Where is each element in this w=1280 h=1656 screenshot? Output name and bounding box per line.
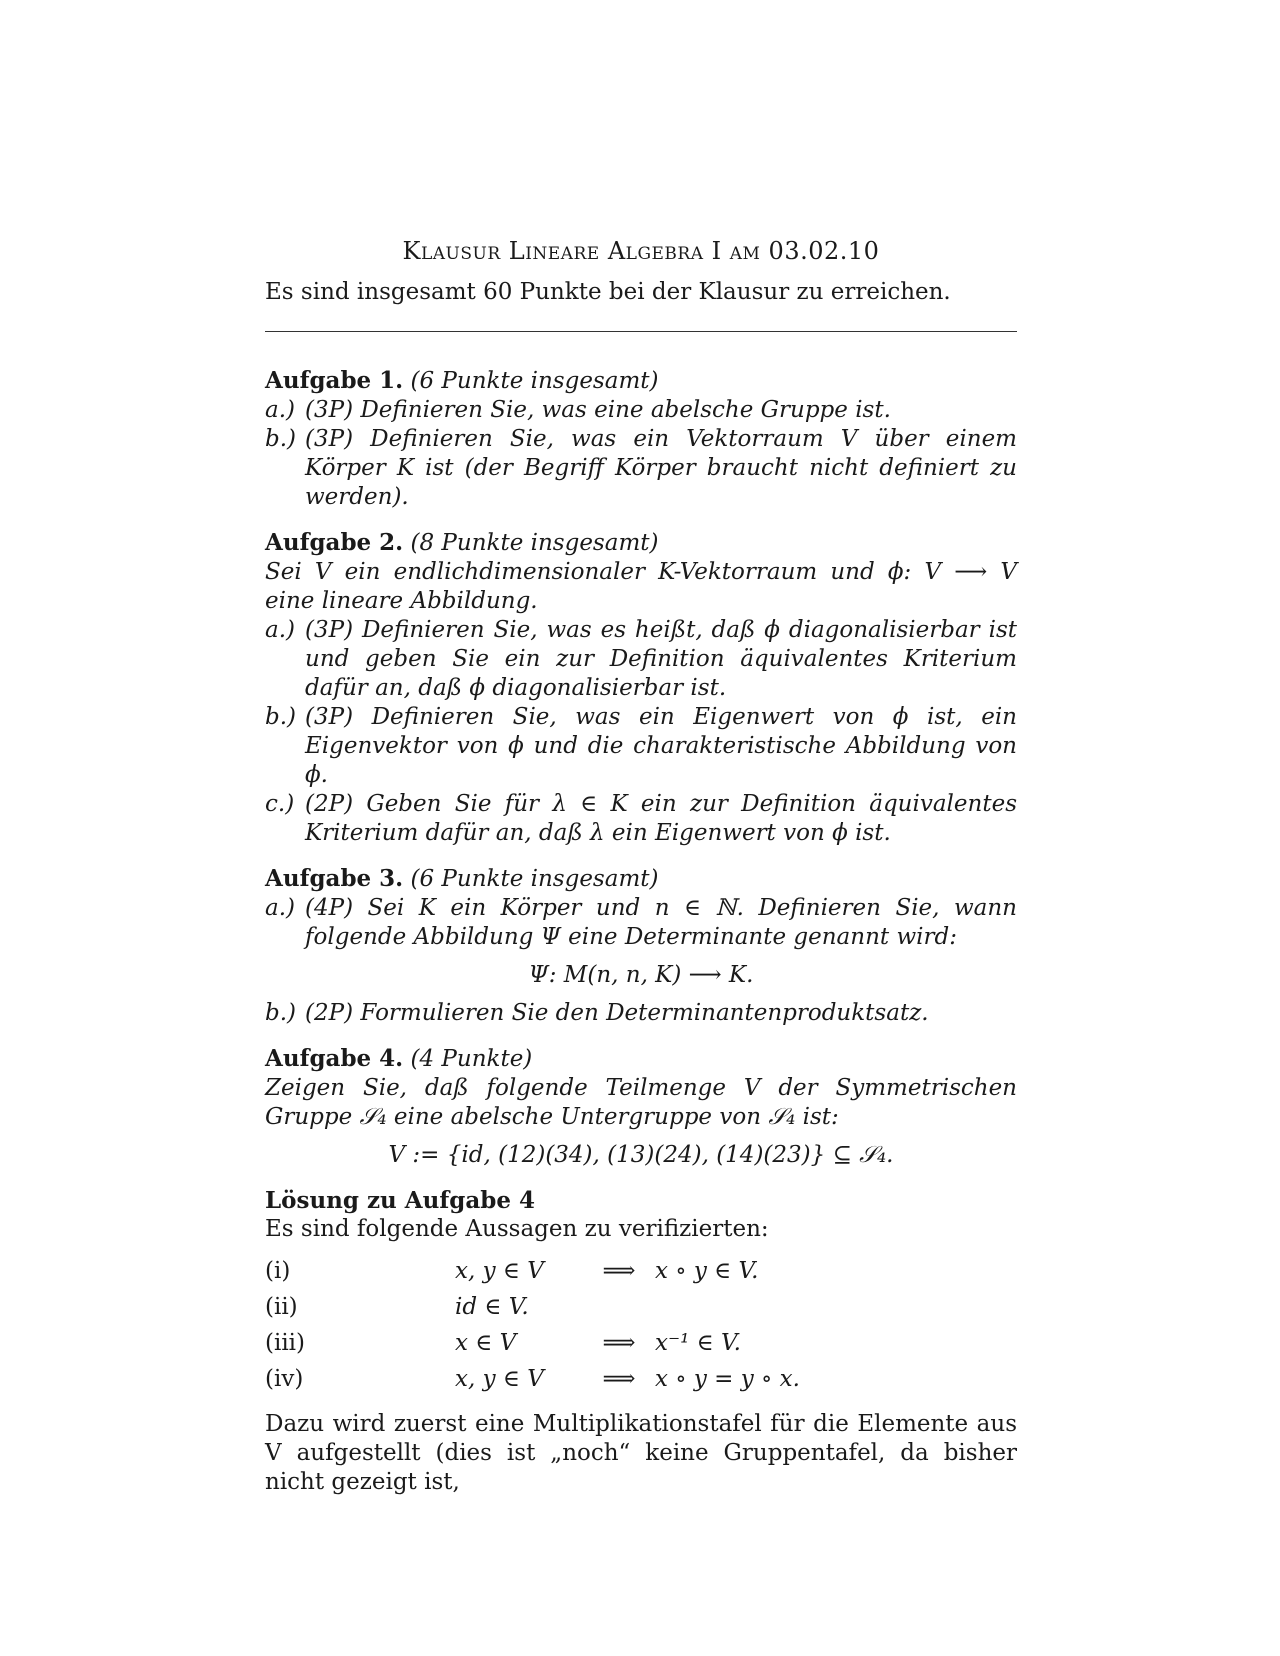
item-text: (2P) Formulieren Sie den Determinantenproduktsatz. bbox=[305, 1000, 929, 1026]
condition-premise: id ∈ V. bbox=[455, 1294, 529, 1320]
implies-symbol: ⟹ bbox=[602, 1258, 636, 1284]
condition-row bbox=[265, 1362, 1017, 1398]
condition-conclusion: x⁻¹ ∈ V. bbox=[655, 1330, 741, 1356]
task-3-item-b bbox=[265, 999, 1017, 1028]
task-2-heading bbox=[265, 528, 1017, 558]
item-text: (3P) Definieren Sie, was ein Eigenwert von ϕ ist, ein Eigenvektor von ϕ und die charakteristische Abbildung von ϕ. bbox=[305, 704, 1017, 788]
condition-label: (ii) bbox=[265, 1294, 298, 1320]
task-1-label: Aufgabe 1. bbox=[265, 367, 404, 394]
task-2-label: Aufgabe 2. bbox=[265, 529, 404, 556]
task-2-points: (8 Punkte insgesamt) bbox=[410, 530, 659, 556]
implies-symbol bbox=[583, 1290, 655, 1326]
exam-intro: Es sind insgesamt 60 Punkte bei der Klausur zu erreichen. bbox=[265, 279, 951, 305]
task-3-item-a bbox=[265, 894, 1017, 952]
item-label: a.) bbox=[265, 895, 295, 921]
task-4 bbox=[265, 1044, 1017, 1170]
task-3-items-cont bbox=[265, 999, 1017, 1028]
page-content bbox=[265, 236, 1017, 1497]
item-label: a.) bbox=[265, 617, 295, 643]
item-label: b.) bbox=[265, 704, 297, 730]
task-4-points: (4 Punkte) bbox=[410, 1046, 533, 1072]
condition-row bbox=[265, 1326, 1017, 1362]
task-3-formula: Ψ: M(n, n, K) ⟶ K. bbox=[528, 962, 754, 988]
condition-conclusion: x ∘ y ∈ V. bbox=[655, 1258, 759, 1284]
task-4-heading bbox=[265, 1044, 1017, 1074]
solution-heading: Lösung zu Aufgabe 4 bbox=[265, 1187, 535, 1214]
implies-symbol: ⟹ bbox=[602, 1366, 636, 1392]
task-3-label: Aufgabe 3. bbox=[265, 865, 404, 892]
task-1-heading bbox=[265, 366, 1017, 396]
task-2-item-c bbox=[265, 790, 1017, 848]
task-2-intro: Sei V ein endlichdimensionaler K-Vektorraum und ϕ: V ⟶ V eine lineare Abbildung. bbox=[265, 559, 1017, 614]
item-label: b.) bbox=[265, 1000, 297, 1026]
task-4-formula: V := {id, (12)(34), (13)(24), (14)(23)} ⊆ 𝒮₄. bbox=[388, 1142, 894, 1168]
condition-label: (iii) bbox=[265, 1330, 306, 1356]
condition-premise: x ∈ V bbox=[455, 1330, 517, 1356]
header-divider bbox=[265, 331, 1017, 332]
item-text: (4P) Sei K ein Körper und n ∈ ℕ. Definieren Sie, wann folgende Abbildung Ψ eine Determinante genannt wird: bbox=[305, 895, 1017, 950]
item-label: b.) bbox=[265, 426, 297, 452]
solution-section bbox=[265, 1186, 1017, 1497]
solution-intro: Es sind folgende Aussagen zu verifizierten: bbox=[265, 1216, 769, 1242]
item-text: (2P) Geben Sie für λ ∈ K ein zur Definition äquivalentes Kriterium dafür an, daß λ ein Eigenwert von ϕ ist. bbox=[305, 791, 1017, 846]
task-1 bbox=[265, 366, 1017, 512]
item-text: (3P) Definieren Sie, was eine abelsche Gruppe ist. bbox=[305, 397, 891, 423]
task-3 bbox=[265, 864, 1017, 1028]
conditions-table bbox=[265, 1254, 1017, 1398]
condition-label: (iv) bbox=[265, 1366, 304, 1392]
item-label: a.) bbox=[265, 397, 295, 423]
condition-row bbox=[265, 1290, 1017, 1326]
item-text: (3P) Definieren Sie, was ein Vektorraum V über einem Körper K ist (der Begriff Körper braucht nicht definiert zu werden). bbox=[305, 426, 1017, 510]
exam-title: Klausur Lineare Algebra I am 03.02.10 bbox=[402, 237, 880, 265]
task-1-items bbox=[265, 396, 1017, 512]
implies-symbol: ⟹ bbox=[602, 1330, 636, 1356]
task-2-item-b bbox=[265, 703, 1017, 790]
item-text: (3P) Definieren Sie, was es heißt, daß ϕ diagonalisierbar ist und geben Sie ein zur Definition äquivalentes Kriterium dafür an, daß ϕ diagonalisierbar ist. bbox=[305, 617, 1017, 701]
condition-conclusion bbox=[655, 1290, 1017, 1326]
task-2-item-a bbox=[265, 616, 1017, 703]
task-2-items bbox=[265, 616, 1017, 848]
condition-label: (i) bbox=[265, 1258, 291, 1284]
task-2 bbox=[265, 528, 1017, 848]
task-3-heading bbox=[265, 864, 1017, 894]
task-3-points: (6 Punkte insgesamt) bbox=[410, 866, 659, 892]
item-label: c.) bbox=[265, 791, 295, 817]
task-4-label: Aufgabe 4. bbox=[265, 1045, 404, 1072]
condition-conclusion: x ∘ y = y ∘ x. bbox=[655, 1366, 800, 1392]
condition-premise: x, y ∈ V bbox=[455, 1366, 544, 1392]
condition-row bbox=[265, 1254, 1017, 1290]
condition-premise: x, y ∈ V bbox=[455, 1258, 544, 1284]
solution-paragraph: Dazu wird zuerst eine Multiplikationstafel für die Elemente aus V aufgestellt (dies ist „noch“ keine Gruppentafel, da bisher nicht gezeigt ist, bbox=[265, 1411, 1017, 1495]
task-1-item-a bbox=[265, 396, 1017, 425]
task-1-points: (6 Punkte insgesamt) bbox=[410, 368, 659, 394]
task-3-items bbox=[265, 894, 1017, 952]
task-1-item-b bbox=[265, 425, 1017, 512]
task-4-intro: Zeigen Sie, daß folgende Teilmenge V der Symmetrischen Gruppe 𝒮₄ eine abelsche Untergruppe von 𝒮₄ ist: bbox=[265, 1075, 1017, 1130]
